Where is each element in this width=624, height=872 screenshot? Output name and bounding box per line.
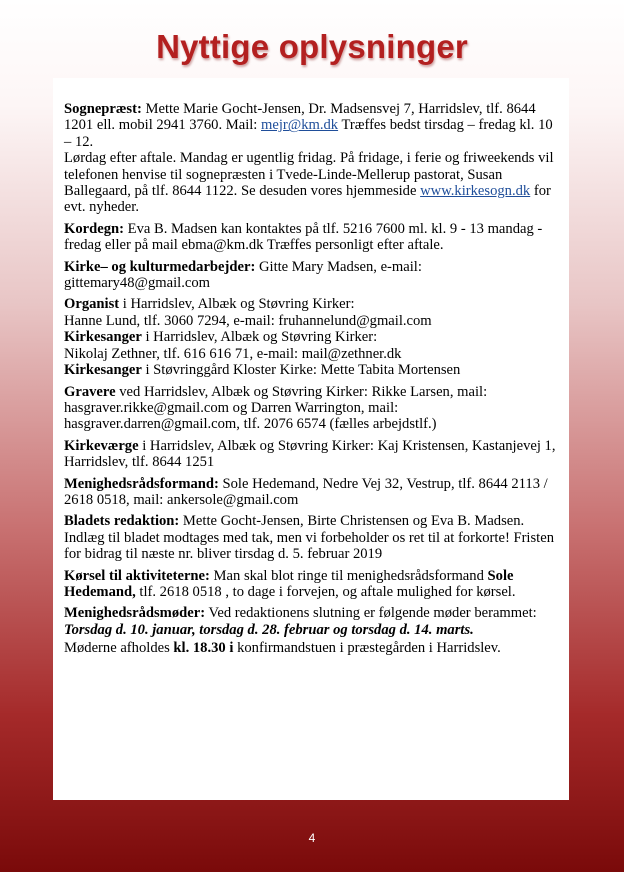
korsel-name: Sole Hedemand, (64, 567, 514, 600)
sogneprest-note-text: Lørdag efter aftale. Mandag er ugentlig fridag. På fridage, i ferie og friweekends vil telefonen henvise til sognepræsten i Tvede-Linde-Mellerup pastorat, Susan Ballegaard, på tlf. 8644 1122. Se desuden vores hjemmeside (64, 150, 554, 200)
sogneprest-label: Sognepræst: (64, 101, 142, 117)
gravere-text: ved Harridslev, Albæk og Støvring Kirker: Rikke Larsen, mail: hasgraver.rikke@gmail.com og Darren Warrington, mail: hasgraver.darren@gmail.com, tlf. 2076 6574 (fælles arbejdstlf.) (64, 383, 488, 433)
moder-time: kl. 18.30 i (173, 640, 234, 657)
kirkesanger2-label: Kirkesanger (64, 362, 142, 379)
organist-text: i Harridslev, Albæk og Støvring Kirker: (119, 296, 355, 313)
sogneprest-section (64, 101, 559, 150)
korsel-text-end: tlf. 2618 0518 , to dage i forvejen, og aftale mulighed for kørsel. (135, 583, 516, 600)
kordegn-section (64, 221, 559, 254)
organist-contact: Hanne Lund, tlf. 3060 7294, e-mail: fruhannelund@gmail.com (64, 312, 432, 329)
organist-section (64, 296, 559, 329)
korsel-label: Kørsel til aktiviteterne: (64, 567, 210, 584)
kordegn-text: Eva B. Madsen kan kontaktes på tlf. 5216 7600 ml. kl. 9 - 13 mandag - fredag eller på mail ebma@km.dk Træffes personligt efter aftale. (64, 220, 543, 254)
redaktion-section (64, 513, 559, 562)
kordegn-label: Kordegn: (64, 220, 124, 237)
formand-label: Menighedsrådsformand: (64, 475, 219, 492)
formand-text: Sole Hedemand, Nedre Vej 32, Vestrup, tlf. 8644 2113 / 2618 0518, mail: ankersole@gmail.com (64, 475, 548, 508)
kirkevaerge-label: Kirkeværge (64, 437, 139, 454)
kirkevaerge-text: i Harridslev, Albæk og Støvring Kirker: Kaj Kristensen, Kastanjevej 1, Harridslev, tlf. 8644 1251 (64, 437, 556, 471)
moder-text: Ved redaktionens slutning er følgende møder berammet: (205, 605, 537, 622)
sogneprest-text: Mette Marie Gocht-Jensen, Dr. Madsensvej 7, Harridslev, tlf. 8644 1201 ell. mobil 2941 3760. Mail: (64, 101, 536, 134)
moder-time-section (64, 640, 559, 656)
moder-dates: Torsdag d. 10. januar, torsdag d. 28. februar og torsdag d. 14. marts. (64, 621, 474, 638)
sogneprest-note-end: for evt. nyheder. (64, 183, 551, 216)
sogneprest-email-link[interactable]: mejr@km.dk (261, 117, 339, 134)
moder-label: Menighedsrådsmøder: (64, 605, 206, 622)
organist-label: Organist (64, 296, 120, 313)
kirkesanger1-contact: Nikolaj Zethner, tlf. 616 616 71, e-mail: mail@zethner.dk (64, 345, 402, 362)
redaktion-label: Bladets redaktion: (64, 513, 180, 530)
redaktion-note: Indlæg til bladet modtages med tak, men vi forbeholder os ret til at forkorte! Fristen for bidrag til næste nr. bliver tirsdag d. 5. februar 2019 (64, 529, 554, 563)
gravere-label: Gravere (64, 383, 116, 400)
kirke-kultur-section (64, 259, 559, 292)
redaktion-text: Mette Gocht-Jensen, Birte Christensen og Eva B. Madsen. (179, 513, 525, 530)
formand-section (64, 476, 559, 509)
moder-location: konfirmandstuen i præstegården i Harridslev. (233, 640, 501, 657)
moder-time-prefix: Møderne afholdes (64, 640, 174, 657)
korsel-section (64, 568, 559, 601)
page-title: Nyttige oplysninger (156, 28, 468, 65)
kirkesanger1-text: i Harridslev, Albæk og Støvring Kirker: (141, 329, 378, 346)
kirkesanger2-section (64, 362, 559, 378)
info-panel (53, 78, 569, 800)
page-number: 4 (308, 831, 316, 845)
moder-section (64, 605, 559, 638)
sogneprest-note (64, 150, 559, 216)
gravere-section (64, 384, 559, 433)
sogneprest-hours: Træffes bedst tirsdag – fredag kl. 10 – 12. (64, 117, 553, 150)
kirkevaerge-section (64, 438, 559, 471)
kirkesanger1-label: Kirkesanger (64, 329, 142, 346)
kirkesanger2-text: i Støvringgård Kloster Kirke: Mette Tabita Mortensen (141, 362, 461, 379)
website-link[interactable]: www.kirkesogn.dk (420, 183, 531, 200)
korsel-text: Man skal blot ringe til menighedsrådsformand (209, 567, 488, 584)
kirke-kultur-text: Gitte Mary Madsen, e-mail: gittemary48@gmail.com (64, 258, 422, 292)
kirkesanger1-section (64, 329, 559, 362)
kirke-kultur-label: Kirke– og kulturmedarbejder: (64, 258, 256, 275)
